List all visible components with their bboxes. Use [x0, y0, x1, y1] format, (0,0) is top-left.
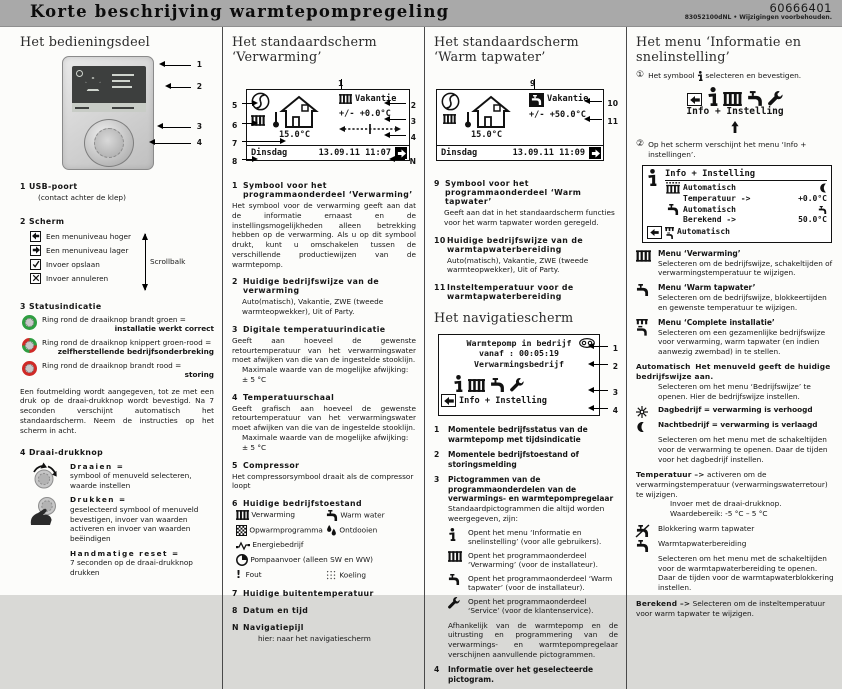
col3-title: Het standaardscherm ‘Warm tapwater’: [434, 35, 579, 65]
compressor-icon: [441, 92, 460, 111]
column-verwarming: [222, 27, 424, 689]
knob-rotate-item: Draaien = symbool of menuveld selecteren, waarde instellen: [28, 462, 214, 491]
wrench-icon: [510, 378, 524, 392]
menu-row-5: Automatisch: [665, 226, 827, 239]
s1-heading: 1 Symbool voor het programmaonderdeel ‘Verwarming’: [232, 181, 413, 199]
info-icon: [453, 375, 463, 392]
up-arrow-icon: [650, 118, 820, 137]
column-warm-tapwater: [424, 27, 626, 689]
state-item: Energiebedrijf: [236, 540, 416, 550]
usb-note: (contact achter de klep): [38, 193, 126, 202]
house-icon: [281, 96, 317, 128]
lcd-navigatie: [438, 334, 600, 416]
pictogram-info: Opent het menu ‘Informatie en snelinstelling’ (voor alle gebruikers).: [448, 528, 618, 547]
radiator-icon: [236, 510, 249, 520]
nav-mode-line: Verwarmingsbedrijf: [474, 358, 564, 369]
nav-footer: [441, 394, 597, 407]
callout-2: 2: [171, 82, 202, 91]
menu-row-1: Automatisch: [665, 182, 827, 194]
callout-8: 8: [232, 149, 252, 168]
callout-6: 6: [232, 113, 252, 132]
callout-4: 4: [594, 398, 618, 417]
s8-heading: 8 Datum en tijd: [232, 606, 309, 616]
ring-green-red-icon: [22, 338, 37, 353]
state-item: Opwarmprogramma: [236, 525, 326, 536]
s4-note: Maximale waarde van de mogelijke afwijking: ± 5 °C: [242, 433, 409, 452]
control-unit-body: [62, 56, 154, 170]
datetime-value: 13.09.11 11:09: [512, 148, 585, 158]
col1-title: Het bedieningsdeel: [20, 35, 150, 50]
tap-blocked-icon: [636, 524, 651, 537]
radiator-dashed-icon: [665, 182, 680, 194]
status-item: Ring rond de draaiknop knippert groen-rood = zelfherstellende bedrijfsonderbreking: [22, 338, 214, 357]
s3-body: Geeft aan hoeveel de gewenste retourtemperatuur van het verwarmingswater moet afwijken van die van de ingestelde stooklijn.: [232, 335, 416, 365]
tap-icon: [747, 91, 763, 106]
control-unit-figure: [20, 56, 210, 174]
s4-heading: 4 Temperatuurschaal: [232, 392, 335, 402]
automatisch-item: Automatisch Het menuveld geeft de huidige bedrijfswijze aan. Selecteren om het menu ‘Bedrijfswijze’ te openen. Hier de bedrijfswijze instellen.: [636, 362, 831, 401]
scherm-heading: 2 Scherm: [20, 216, 65, 226]
callout-1: 1: [594, 336, 618, 355]
column-bedieningsdeel: [0, 27, 222, 689]
warmtapwaterbereiding-item: Warmtapwaterbereiding: [636, 539, 834, 552]
temperatuur-item: Temperatuur –> activeren om de verwarmingstemperatuur (verwarmingswaterretour) te wijzigen. Invoer met de draai-drukknop. Waardebereik: -5 °C – 5 °C: [636, 470, 828, 519]
page-title: Korte beschrijving warmtepompregeling: [30, 2, 450, 21]
cancel-input-icon: [30, 273, 41, 284]
nav-title: Het navigatiescherm: [434, 311, 574, 327]
berekend-item: Berekend –> Selecteren om de insteltemperatuur voor warm tapwater te wijzigen.: [636, 598, 826, 618]
s5-heading: 5 Compressor: [232, 460, 300, 470]
pictogram-service: Opent het programmaonderdeel ‘Service’ (voor de klantenservice).: [448, 597, 618, 616]
doc-number: 60666401: [769, 1, 832, 15]
callout-1: 1: [338, 79, 344, 88]
col2-title: Het standaardscherm ‘Verwarming’: [232, 35, 377, 65]
dhw-note: Selecteren om het menu met de schakeltijden voor de warmtapwaterbereiding te openen. Daar de tijden voor de warmtapwaterblokkering instellen.: [658, 553, 834, 593]
scrollbar-arrow-icon: [145, 234, 146, 290]
info-menu-figure: [642, 165, 832, 243]
night-mode-icon: [819, 183, 827, 193]
sN-heading: N Navigatiepijl: [232, 623, 304, 633]
back-arrow-icon: [647, 226, 662, 239]
lcd-tapwater: [436, 89, 604, 161]
menu-level-down-icon: [30, 245, 41, 256]
tap-mode-icon: [529, 93, 544, 107]
screen-compressor-glyph: [76, 70, 83, 77]
nav-item-2: 2 Momentele bedrijfstoestand of storingsmelding: [434, 449, 579, 469]
scrollbar-figure: Scrollbalk: [145, 234, 185, 290]
callout-N: N: [395, 149, 416, 168]
callout-3: 3: [163, 122, 202, 131]
nav-since-line: vanaf : 00:05:19: [479, 348, 559, 359]
s3-heading: 3 Digitale temperatuurindicatie: [232, 324, 386, 334]
state-item: Verwarming: [236, 510, 326, 521]
save-input-icon: [30, 259, 41, 270]
usb-heading: 1 USB-poort: [20, 182, 78, 191]
menu-tapwater-item: Menu ‘Warm tapwater’ Selecteren om de bedrijfswijze, blokkeertijden en gewenste temperatuur te wijzigen.: [636, 283, 834, 312]
rotate-knob-icon: [28, 462, 62, 491]
ring-red-icon: [22, 361, 37, 376]
mode-value: Vakantie: [547, 94, 589, 104]
ring-green-icon: [22, 315, 37, 330]
radiator-icon: [636, 249, 651, 278]
energy-company-icon: [236, 540, 250, 550]
s7-heading: 7 Huidige buitentemperatuur: [232, 589, 374, 599]
cooling-icon: [326, 570, 337, 581]
menu-complete-item: Menu ‘Complete installatie’ Selecteren om een gezamenlijke bedrijfswijze voor verwarming, warm tapwater (en indien aanwezig zwembad) in te stellen.: [636, 318, 834, 356]
menu-row-2: Temperatuur -> +0.0°C: [683, 193, 827, 203]
scherm-item: Een menuniveau hoger: [30, 231, 131, 242]
menu-entry-caption: Info + Instelling: [686, 106, 784, 117]
datetime-value: 13.09.11 11:07: [318, 148, 391, 158]
menu-header: Info + Instelling: [665, 169, 827, 181]
step-1: ① Het symbool selecteren en bevestigen.: [636, 70, 802, 80]
info-icon: [647, 169, 657, 186]
installation-icon: [665, 227, 674, 238]
dagbedrijf-item: Dagbedrijf = verwarming is verhoogd: [636, 405, 834, 418]
rotary-knob: [84, 119, 134, 167]
info-icon: [707, 87, 718, 106]
radiator-icon: [448, 551, 462, 570]
blokkering-item: Blokkering warm tapwater: [636, 524, 834, 537]
s4-body: Geeft grafisch aan hoeveel de gewenste retourtemperatuur van het verwarmingswater moet afwijken van die van de ingestelde stooklijn.: [232, 403, 416, 433]
radiator-icon: [468, 379, 485, 392]
tap-icon: [448, 574, 462, 593]
tap-icon: [636, 283, 651, 312]
radiator-icon: [443, 114, 456, 124]
mode-value: Vakantie: [355, 94, 397, 104]
state-item: Ontdooien: [326, 525, 416, 536]
radiator-mode-icon: [339, 94, 352, 104]
col4-title: Het menu ‘Informatie en snelinstelling’: [636, 35, 802, 65]
s5-body: Het compressorsymbool draait als de compressor loopt: [232, 471, 414, 491]
info-icon: [448, 528, 462, 547]
setpoint-value: +/- +50.0°C: [529, 110, 586, 120]
tap-small-icon: [818, 206, 827, 214]
tap-icon: [636, 539, 651, 552]
callout-2: 2: [594, 354, 618, 373]
scherm-item: Invoer annuleren: [30, 273, 131, 284]
knob-press-item: Drukken = geselecteerd symbool of menuveld bevestigen, invoer van waarden activeren en invoer van waarden beëindigen: [28, 495, 214, 543]
callout-2: 2: [390, 93, 416, 112]
nav-pictogram-row: [453, 375, 597, 392]
status-note: Een foutmelding wordt aangegeven, tot ze met een druk op de draai-drukknop wordt bevestigd. Na 7 seconden verschijnt automatisch het standaardscherm. Neem de instructies op het scherm in acht.: [20, 386, 214, 435]
menu-row-3: Automatisch: [665, 204, 827, 215]
display-verwarming-figure: [232, 71, 416, 173]
scherm-item: Een menuniveau lager: [30, 245, 131, 256]
s9-heading: 9 Symbool voor het programmaonderdeel ‘Warm tapwater’: [434, 179, 582, 206]
menu-level-up-icon: [30, 231, 41, 242]
nav-item-1: 1 Momentele bedrijfsstatus van de warmtepomp met tijdsindicatie: [434, 425, 588, 444]
defrost-icon: [326, 525, 337, 536]
outdoor-temp-value: 15.0°C: [471, 130, 503, 140]
house-icon: [473, 96, 509, 128]
state-item: ! Fout: [236, 568, 262, 582]
pump-icon: [236, 554, 248, 566]
pictogram-tapwater: Opent het programmaonderdeel ‘Warm tapwater’ (voor de installateur).: [448, 574, 618, 593]
s2-heading: 2 Huidige bedrijfswijze van de verwarming: [232, 277, 380, 296]
callout-4: 4: [390, 125, 416, 144]
status-heading: 3 Statusindicatie: [20, 301, 102, 311]
nav-item-3: 3 Pictogrammen van de programmaonderdelen van de verwarmings- en warmtepompregelaar Standaardpictogrammen die altijd worden weergegeven, zijn:: [434, 474, 614, 524]
status-item: Ring rond de draaiknop brandt rood = storing: [22, 361, 214, 380]
lcd-info-menu: [642, 165, 832, 243]
callout-11: 11: [590, 109, 618, 128]
tap-icon: [665, 204, 680, 215]
outdoor-temp-value: 15.0°C: [279, 130, 311, 140]
menu-verwarming-item: Menu ‘Verwarming’ Selecteren om de bedrijfswijze, schakeltijden of verwarmingstemperatuur te wijzigen.: [636, 249, 834, 278]
knob-reset-item: Handmatige reset = 7 seconden op de draai-drukknop drukken: [70, 548, 193, 577]
day-value: Dinsdag: [251, 148, 288, 158]
menu-row-4: Berekend -> 50.0°C: [683, 215, 827, 225]
screen-house-glyph: [85, 77, 101, 91]
offset-value: +/- +0.0°C: [339, 109, 391, 119]
doc-code: 83052100dNL • Wijzigingen voorbehouden.: [684, 14, 832, 22]
control-unit-screen: [72, 66, 146, 112]
pictogram-verwarming: Opent het programmaonderdeel ‘Verwarming’ (voor de installateur).: [448, 551, 618, 570]
s1-body: Het symbool voor de verwarming geeft aan dat de informatie ernaast en de instellingsmogelijkheden alleen betrekking hebben op de verwarming. Als u op dit symbool drukt, kunt u omschakelen tussen de verschillende productiewijzen van de warmtepomp.: [232, 201, 416, 269]
heatup-program-icon: [236, 525, 247, 536]
masthead: [0, 0, 842, 27]
press-knob-icon: [28, 495, 62, 543]
status-item: Ring rond de draaiknop brandt groen = installatie werkt correct: [22, 315, 214, 334]
state-item: Koeling: [326, 570, 416, 581]
state-item: Pompaanvoer (alleen SW en WW): [236, 554, 416, 566]
s2-body: Auto(matisch), Vakantie, ZWE (tweede warmteopwekker), Uit of Party.: [242, 297, 384, 317]
s10-heading: 10 Huidige bedrijfswijze van de warmtapwaterbereiding: [434, 235, 584, 254]
callout-7: 7: [232, 131, 280, 150]
nav-display-figure: [434, 332, 618, 420]
display-tapwater-figure: [434, 71, 618, 171]
wrench-icon: [448, 597, 462, 616]
pictogram-outro: Afhankelijk van de warmtepomp en de uitrusting en programmering van de verwarmings- en warmtepompregelaar verschijnen aanvullende pictogrammen.: [448, 620, 618, 659]
nav-menu-label: Info + Instelling: [459, 395, 547, 406]
column-info-snelinstelling: [626, 27, 842, 689]
thermometer-icon: [465, 110, 471, 128]
back-arrow-icon: [687, 93, 702, 106]
scherm-item: Invoer opslaan: [30, 259, 131, 270]
callout-9: 9: [530, 79, 536, 88]
sun-icon: [636, 405, 651, 418]
tap-icon: [326, 510, 338, 521]
menu-entry-figure: [650, 87, 820, 137]
callout-3: 3: [390, 109, 416, 128]
s3-note: Maximale waarde van de mogelijke afwijking: ± 5 °C: [242, 365, 409, 384]
tap-icon: [490, 378, 505, 392]
back-arrow-icon: [441, 394, 456, 407]
s11-heading: 11 Insteltemperatuur voor de warmtapwaterbereiding: [434, 283, 574, 302]
navigation-arrow-icon: [589, 147, 601, 159]
day-value: Dinsdag: [441, 148, 478, 158]
info-icon: [697, 71, 703, 81]
sN-note: hier: naar het navigatiescherm: [258, 634, 371, 644]
state-item: Warm water: [326, 510, 416, 521]
nav-status-line: Warmtepomp in bedrijf: [466, 338, 572, 349]
moon-icon: [636, 420, 651, 433]
callout-4: 4: [155, 138, 202, 147]
radiator-icon: [723, 92, 742, 106]
knob-heading: 4 Draai-drukknop: [20, 447, 104, 457]
s9-body: Geeft aan dat in het standaardscherm functies voor het warm tapwater worden geregeld.: [444, 208, 615, 227]
lcd-statusbar: [437, 145, 603, 160]
wrench-icon: [768, 91, 783, 106]
complete-installation-icon: [636, 318, 651, 356]
s10-body: Auto(matisch), Vakantie, ZWE (tweede warmteopwekker), Uit of Party.: [447, 255, 589, 275]
nav-item-4: 4 Informatie over het geselecteerde pictogram.: [434, 664, 594, 684]
callout-3: 3: [594, 380, 618, 399]
callout-5: 5: [232, 93, 252, 112]
callout-10: 10: [590, 91, 618, 110]
error-icon: !: [236, 568, 242, 582]
step-2: ② Op het scherm verschijnt het menu ‘Info + instellingen’.: [636, 139, 807, 159]
schakeltijden-note: Selecteren om het menu met de schakeltijden voor de verwarming te openen. Daar de tijden voor het dagbedrijf instellen.: [658, 435, 828, 464]
nachtbedrijf-item: Nachtbedrijf = verwarming is verlaagd: [636, 420, 834, 433]
thermometer-icon: [273, 110, 279, 128]
callout-1: 1: [165, 60, 202, 69]
s6-heading: 6 Huidige bedrijfstoestand: [232, 499, 362, 509]
